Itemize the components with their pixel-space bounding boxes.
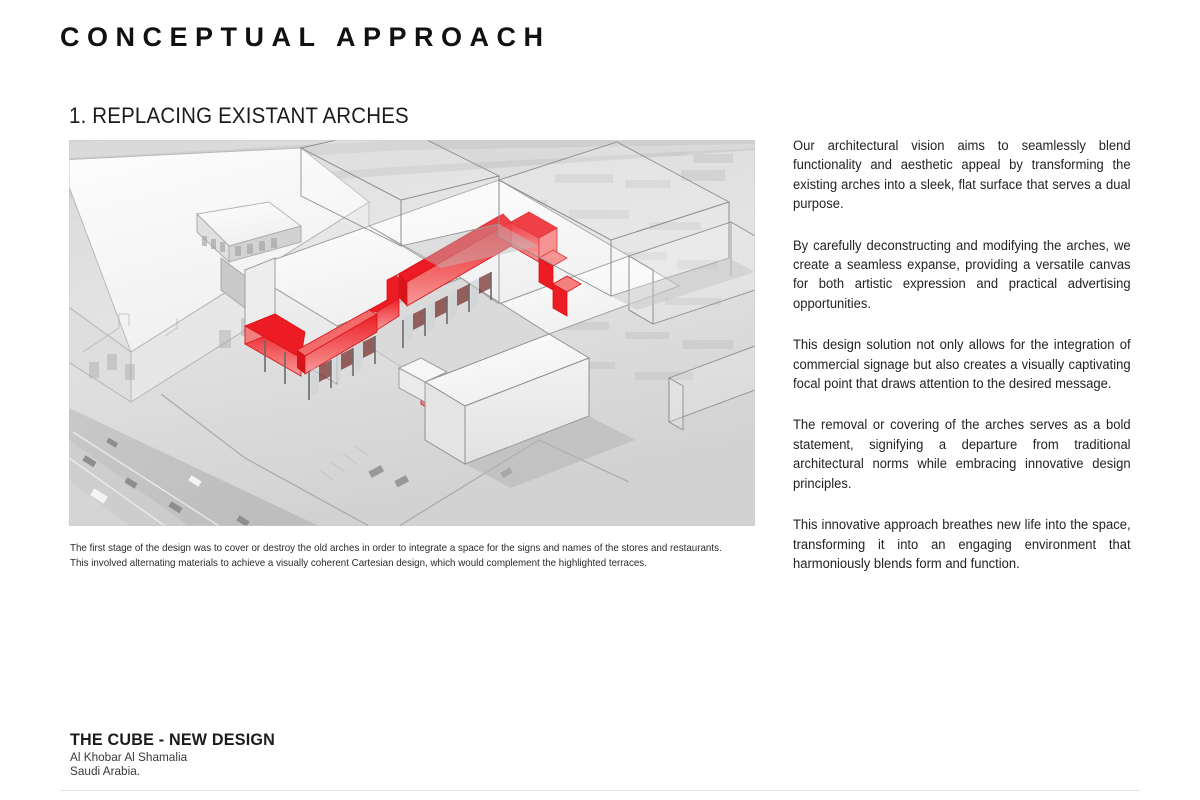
body-paragraph: This innovative approach breathes new life into the space, transforming it into an engaging environment that harmoniously blends form and function. (793, 517, 1131, 571)
footer-block (70, 730, 286, 778)
project-country: Saudi Arabia. (70, 764, 141, 779)
project-name: THE CUBE - NEW DESIGN (70, 730, 275, 749)
body-paragraph: This design solution not only allows for the integration of commercial signage but also creates a visually captivating focal point that draws attention to the desired message. (793, 337, 1131, 392)
body-text-column (793, 136, 1141, 573)
project-location: Al Khobar Al Shamalia (70, 750, 188, 764)
footer-divider (60, 790, 1140, 791)
body-paragraph: By carefully deconstructing and modifying the arches, we create a seamless expanse, providing a versatile canvas for both artistic expression and practical advertising opportunities. (793, 237, 1131, 311)
body-paragraph: The removal or covering of the arches serves as a bold statement, signifying a departure from traditional architectural norms while embracing innovative design principles. (793, 417, 1131, 491)
body-paragraph: Our architectural vision aims to seamlessly blend functionality and aesthetic appeal by transforming the existing arches into a sleek, flat surface that serves a dual purpose. (793, 138, 1131, 212)
figure-caption: The first stage of the design was to cover or destroy the old arches in order to integrate a space for the signs and names of the stores and restaurants. This involved alternating materials to achieve a visually coherent Cartesian design, which would complement the highlighted terraces. (70, 543, 722, 570)
section-title: 1. REPLACING EXISTANT ARCHES (69, 103, 409, 128)
architectural-render-image (69, 140, 755, 526)
architectural-render-figure (69, 140, 755, 526)
page-title: CONCEPTUAL APPROACH (60, 22, 551, 52)
